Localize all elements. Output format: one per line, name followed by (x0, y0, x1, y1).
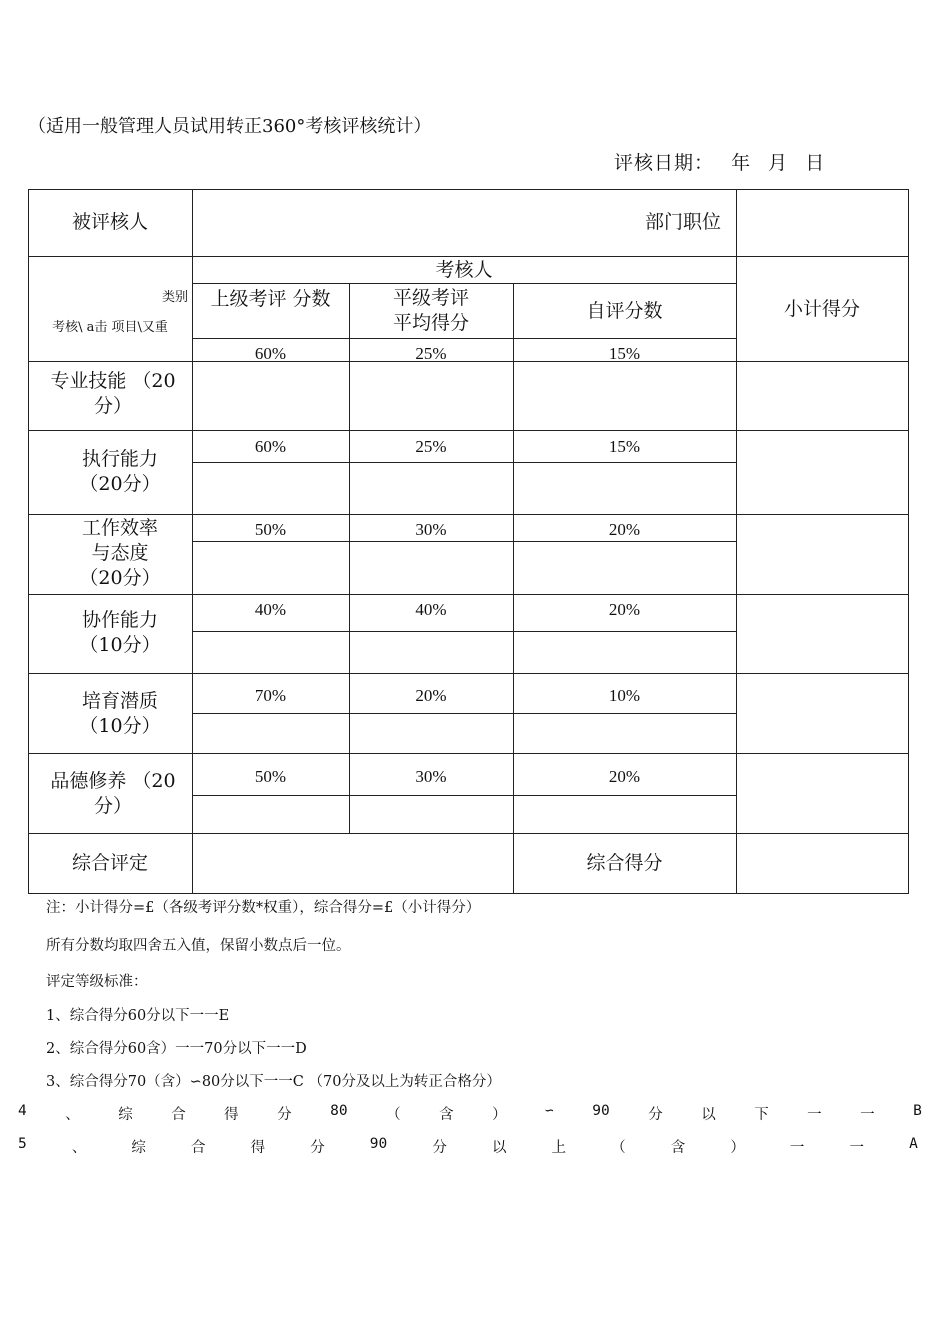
grade-token: 得 (224, 1107, 239, 1123)
grade-token: 下 (754, 1107, 769, 1123)
weight-cell: 25% (415, 437, 447, 456)
weight-cell: 15% (608, 437, 641, 456)
grade-token: 90 (592, 1103, 610, 1119)
label-line: 分） (93, 395, 132, 417)
weight-cell: 70% (254, 686, 287, 705)
row-divider (28, 673, 909, 674)
grade-token: 分 (648, 1107, 663, 1123)
row-divider (192, 462, 737, 463)
grade-token: 5 (18, 1136, 27, 1152)
grade-standard-title: 评定等级标准： (46, 974, 148, 990)
grade-item-e: 1、综合得分60分以下一一E (46, 1008, 230, 1024)
label-line: 品德修养 （20 (50, 770, 176, 792)
row-label-efficiency-attitude (50, 515, 190, 591)
grade-item-c: 3、综合得分70（含）∽80分以下一一C （70分及以上为转正合格分） (46, 1074, 501, 1090)
corner-category-label: 类别 (161, 289, 188, 305)
col-peer-line2: 平均得分 (392, 312, 469, 334)
label-line: （20分） (79, 473, 161, 495)
col-superior-score: 上级考评 分数 (210, 287, 331, 310)
weight-cell: 20% (608, 600, 641, 619)
grade-item-d: 2、综合得分60含）一一70分以下一一D (46, 1041, 307, 1057)
grade-token: 90 (369, 1136, 388, 1152)
grade-token: ） (492, 1107, 507, 1123)
date-day: 日 (805, 152, 826, 174)
grade-token: 一 (789, 1140, 805, 1156)
col-peer-line1: 平级考评 (392, 287, 469, 309)
note-rounding: 所有分数均取四舍五入值，保留小数点后一位。 (46, 938, 351, 954)
grade-token: 以 (491, 1140, 507, 1156)
col-self-score: 自评分数 (586, 299, 663, 322)
note-formula: 注：小计得分=£（各级考评分数*权重），综合得分=£（小计得分） (46, 900, 481, 916)
row-divider (28, 753, 909, 754)
row-divider (28, 430, 909, 431)
weight-cell: 30% (415, 520, 447, 539)
label-line: （10分） (79, 715, 161, 737)
grade-token: 一 (860, 1107, 875, 1123)
grade-token: 得 (250, 1140, 266, 1156)
row-label-execution (50, 446, 190, 498)
date-label: 评核日期： (614, 152, 715, 174)
grade-token: 分 (310, 1140, 325, 1156)
grade-token: 含 (439, 1107, 454, 1123)
weight-cell: 40% (415, 600, 447, 619)
grade-token: 4 (18, 1103, 27, 1119)
label-line: （20分） (79, 566, 161, 589)
document-subtitle: （适用一般管理人员试用转正360°考核评核统计） (28, 116, 432, 137)
row-divider (192, 795, 737, 796)
row-divider (192, 631, 737, 632)
department-position-label: 部门职位 (644, 211, 721, 233)
weight-cell: 20% (608, 520, 641, 539)
row-divider (192, 713, 737, 714)
row-label-collaboration (50, 607, 190, 659)
grade-token: （ (386, 1107, 401, 1123)
label-line: 工作效率 (81, 516, 158, 539)
weight-cell: 50% (254, 767, 287, 786)
weight-cell: 20% (415, 686, 447, 705)
evaluation-date (614, 148, 835, 175)
label-line: 与态度 (91, 541, 149, 564)
weight-cell: 60% (254, 437, 287, 456)
weight-cell: 50% (254, 520, 287, 539)
row-label-potential (50, 688, 190, 740)
row-label-professional-skills (38, 368, 188, 420)
corner-item-label: 考核\ a击 项目\又重 (52, 319, 168, 335)
evaluatee-label: 被评核人 (71, 211, 148, 233)
grade-token: ∽ (545, 1103, 554, 1119)
grade-token: 分 (277, 1107, 292, 1123)
grade-token: 一 (849, 1140, 865, 1156)
label-line: 专业技能 （20 (50, 370, 176, 392)
weight-cell: 10% (608, 686, 641, 705)
grade-token: 含 (670, 1140, 686, 1156)
label-line: 执行能力 (81, 448, 158, 470)
header-weight-self: 15% (608, 344, 641, 363)
grade-token: 综 (118, 1107, 133, 1123)
header-weight-peer: 25% (415, 344, 447, 363)
header-weight-superior: 60% (254, 344, 287, 363)
grade-token: 、 (71, 1140, 87, 1156)
grade-token: 合 (171, 1107, 186, 1123)
label-line: （10分） (79, 634, 161, 656)
overall-score-label: 综合得分 (586, 852, 663, 874)
col-subtotal: 小计得分 (783, 297, 860, 320)
column-divider (513, 283, 514, 894)
weight-cell: 30% (415, 767, 447, 786)
table-border-left (28, 189, 29, 894)
weight-cell: 20% (608, 767, 641, 786)
grade-token: 上 (551, 1140, 567, 1156)
grade-token: 80 (330, 1103, 348, 1119)
grade-token: 以 (701, 1107, 716, 1123)
table-border-right (908, 189, 909, 894)
label-line: 分） (93, 795, 132, 817)
column-divider (349, 283, 350, 833)
grade-token: B (913, 1103, 922, 1119)
grade-item-a (18, 1136, 918, 1157)
label-line: 培育潜质 (81, 690, 158, 712)
overall-evaluation-label: 综合评定 (71, 852, 148, 874)
date-month: 月 (768, 152, 789, 174)
col-peer-average (349, 284, 513, 338)
date-year: 年 (731, 152, 752, 174)
row-label-character (38, 768, 188, 820)
grade-token: 综 (131, 1140, 146, 1156)
grade-token: （ (611, 1140, 626, 1156)
grade-token: 、 (65, 1107, 80, 1123)
weight-cell: 40% (254, 600, 287, 619)
grade-token: A (909, 1136, 918, 1152)
grade-token: 分 (432, 1140, 447, 1156)
grade-item-b (18, 1103, 922, 1124)
table-border-bottom (28, 893, 909, 894)
grade-token: ） (730, 1140, 745, 1156)
grade-token: 合 (191, 1140, 206, 1156)
label-line: 协作能力 (81, 609, 158, 631)
grade-token: 一 (807, 1107, 822, 1123)
reviewers-header: 考核人 (435, 258, 493, 281)
